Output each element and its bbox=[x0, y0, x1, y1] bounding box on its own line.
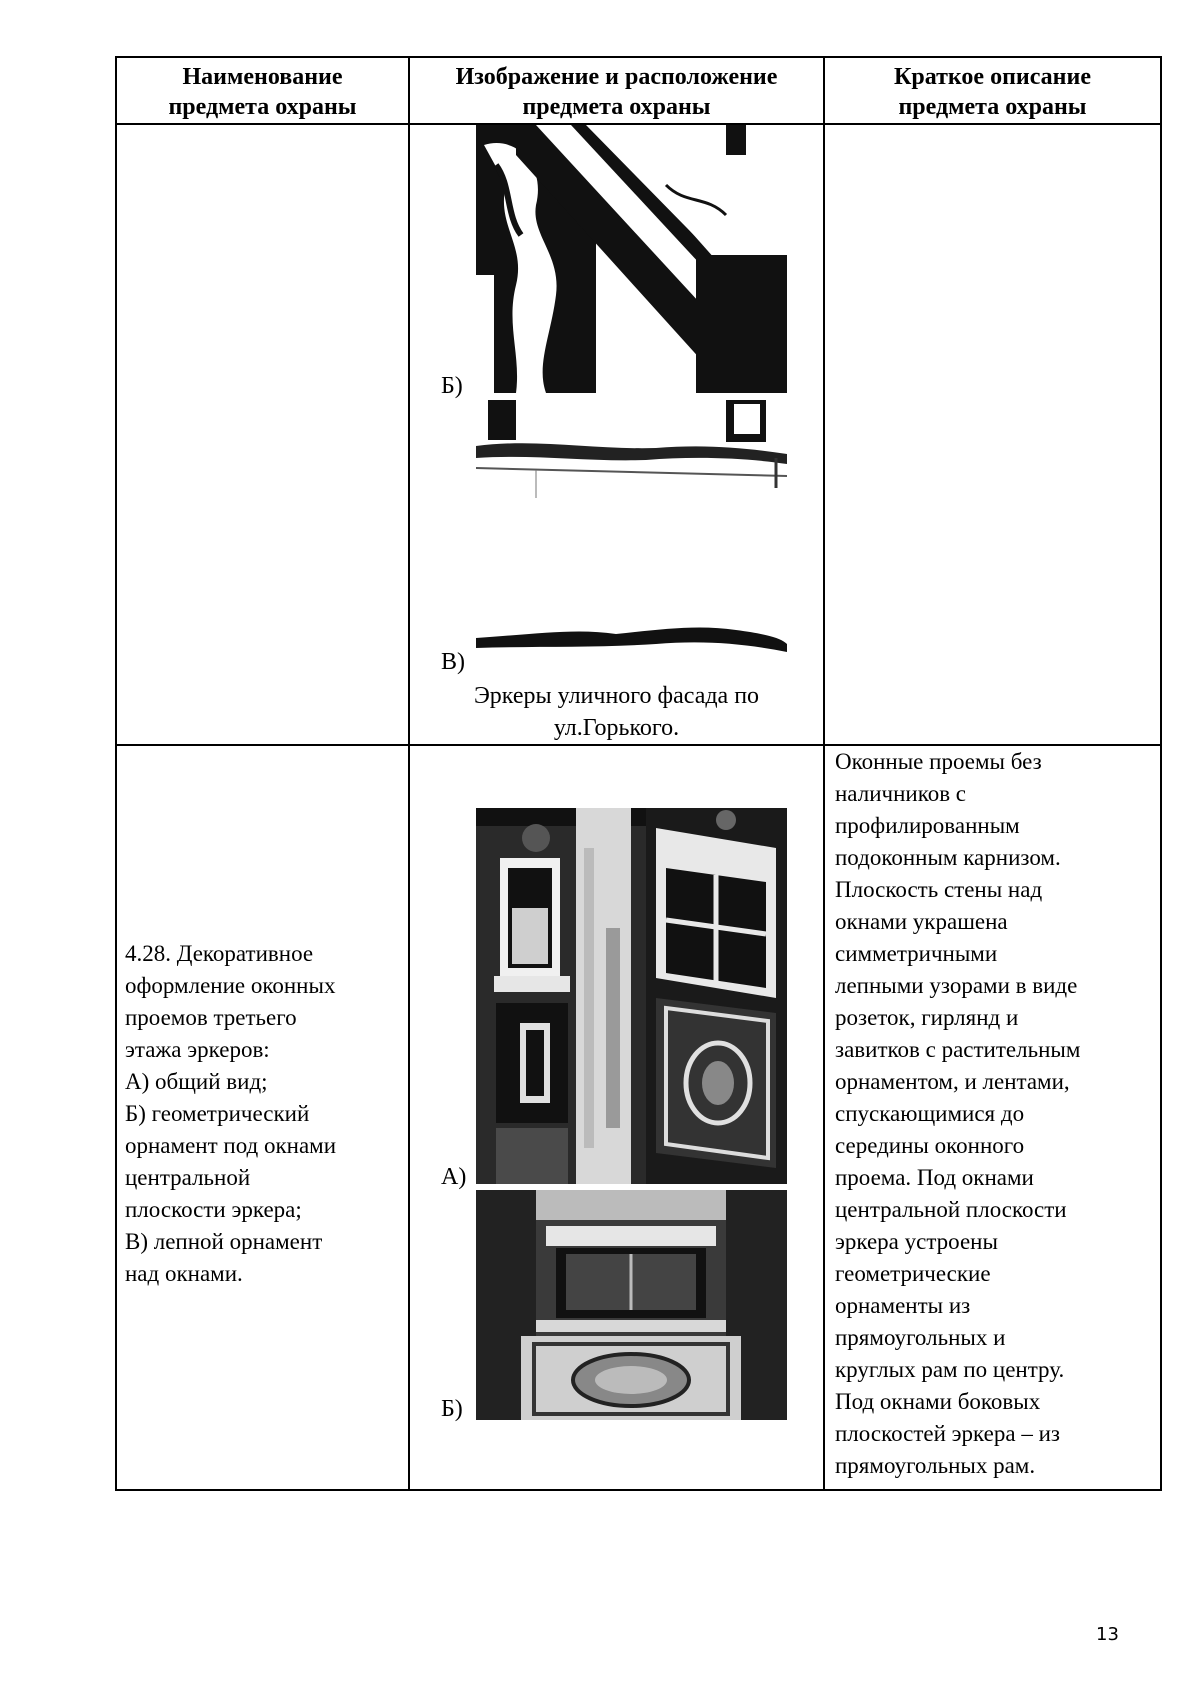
header-description-line-2: предмета охраны bbox=[898, 94, 1087, 120]
row2-name-line: плоскости эркера; bbox=[125, 1197, 302, 1222]
row2-description-line: плоскостей эркера – из bbox=[835, 1421, 1060, 1446]
row2-description-line: профилированным bbox=[835, 813, 1020, 838]
row2-description-line: спускающимися до bbox=[835, 1101, 1025, 1126]
header-description bbox=[825, 62, 1160, 122]
row1-caption bbox=[410, 680, 823, 744]
row2-description-line: подоконным карнизом. bbox=[835, 845, 1061, 870]
row2-description-line: геометрические bbox=[835, 1261, 991, 1286]
row2-description-line: орнаментом, и лентами, bbox=[835, 1069, 1070, 1094]
row2-description-line: наличников с bbox=[835, 781, 967, 806]
table-border-col1 bbox=[408, 56, 410, 1491]
row1-caption-line-1: Эркеры уличного фасада по bbox=[473, 683, 760, 709]
header-image-line-2: предмета охраны bbox=[522, 94, 711, 120]
row2-description-line: круглых рам по центру. bbox=[835, 1357, 1065, 1382]
table-border-bottom bbox=[115, 1489, 1162, 1491]
header-name-line-1: Наименование bbox=[182, 64, 343, 90]
page-number: 13 bbox=[1096, 1624, 1119, 1645]
photo-bay-soffit bbox=[476, 398, 787, 666]
row2-name-line: над окнами. bbox=[125, 1261, 243, 1286]
header-description-line-1: Краткое описание bbox=[894, 64, 1091, 90]
row2-name-line: оформление оконных bbox=[125, 973, 336, 998]
header-name bbox=[117, 62, 408, 122]
photo-label-v-row1: В) bbox=[441, 649, 465, 675]
photo-cornice-relief bbox=[476, 125, 787, 393]
photo-label-b-row2: Б) bbox=[441, 1396, 463, 1422]
row2-name bbox=[125, 938, 405, 1290]
header-image bbox=[410, 62, 823, 122]
row2-description-line: лепными узорами в виде bbox=[835, 973, 1078, 998]
photo-label-a-row2: А) bbox=[441, 1164, 467, 1190]
row2-description-line: Плоскость стены над bbox=[835, 877, 1043, 902]
row2-name-line: 4.28. Декоративное bbox=[125, 941, 314, 966]
row1-caption-line-2: ул.Горького. bbox=[553, 715, 680, 741]
row2-description-line: Оконные проемы без bbox=[835, 749, 1042, 774]
row2-name-line: Б) геометрический bbox=[125, 1101, 310, 1126]
row2-description-line: проема. Под окнами bbox=[835, 1165, 1034, 1190]
row2-name-line: А) общий вид; bbox=[125, 1069, 268, 1094]
row2-description-line: симметричными bbox=[835, 941, 998, 966]
header-image-line-1: Изображение и расположение bbox=[455, 64, 778, 90]
row2-name-line: проемов третьего bbox=[125, 1005, 297, 1030]
photo-label-b-row1: Б) bbox=[441, 373, 463, 399]
row2-description-line: Под окнами боковых bbox=[835, 1389, 1041, 1414]
row2-description bbox=[835, 746, 1157, 1482]
table-border-top bbox=[115, 56, 1162, 58]
row2-description-line: орнаменты из bbox=[835, 1293, 971, 1318]
row2-name-line: орнамент под окнами bbox=[125, 1133, 337, 1158]
header-name-line-2: предмета охраны bbox=[168, 94, 357, 120]
photo-geometric-ornament bbox=[476, 1190, 787, 1420]
row2-name-line: центральной bbox=[125, 1165, 251, 1190]
row2-description-line: завитков с растительным bbox=[835, 1037, 1081, 1062]
row2-description-line: прямоугольных рам. bbox=[835, 1453, 1036, 1478]
row2-description-line: розеток, гирлянд и bbox=[835, 1005, 1019, 1030]
row2-name-line: В) лепной орнамент bbox=[125, 1229, 323, 1254]
table-border-right bbox=[1160, 56, 1162, 1491]
row2-description-line: середины оконного bbox=[835, 1133, 1025, 1158]
photo-bay-general-view bbox=[476, 808, 787, 1184]
row2-description-line: эркера устроены bbox=[835, 1229, 998, 1254]
table-border-left bbox=[115, 56, 117, 1491]
row2-name-line: этажа эркеров: bbox=[125, 1037, 270, 1062]
row2-description-line: центральной плоскости bbox=[835, 1197, 1067, 1222]
table-border-col2 bbox=[823, 56, 825, 1491]
row2-description-line: окнами украшена bbox=[835, 909, 1008, 934]
row2-description-line: прямоугольных и bbox=[835, 1325, 1006, 1350]
